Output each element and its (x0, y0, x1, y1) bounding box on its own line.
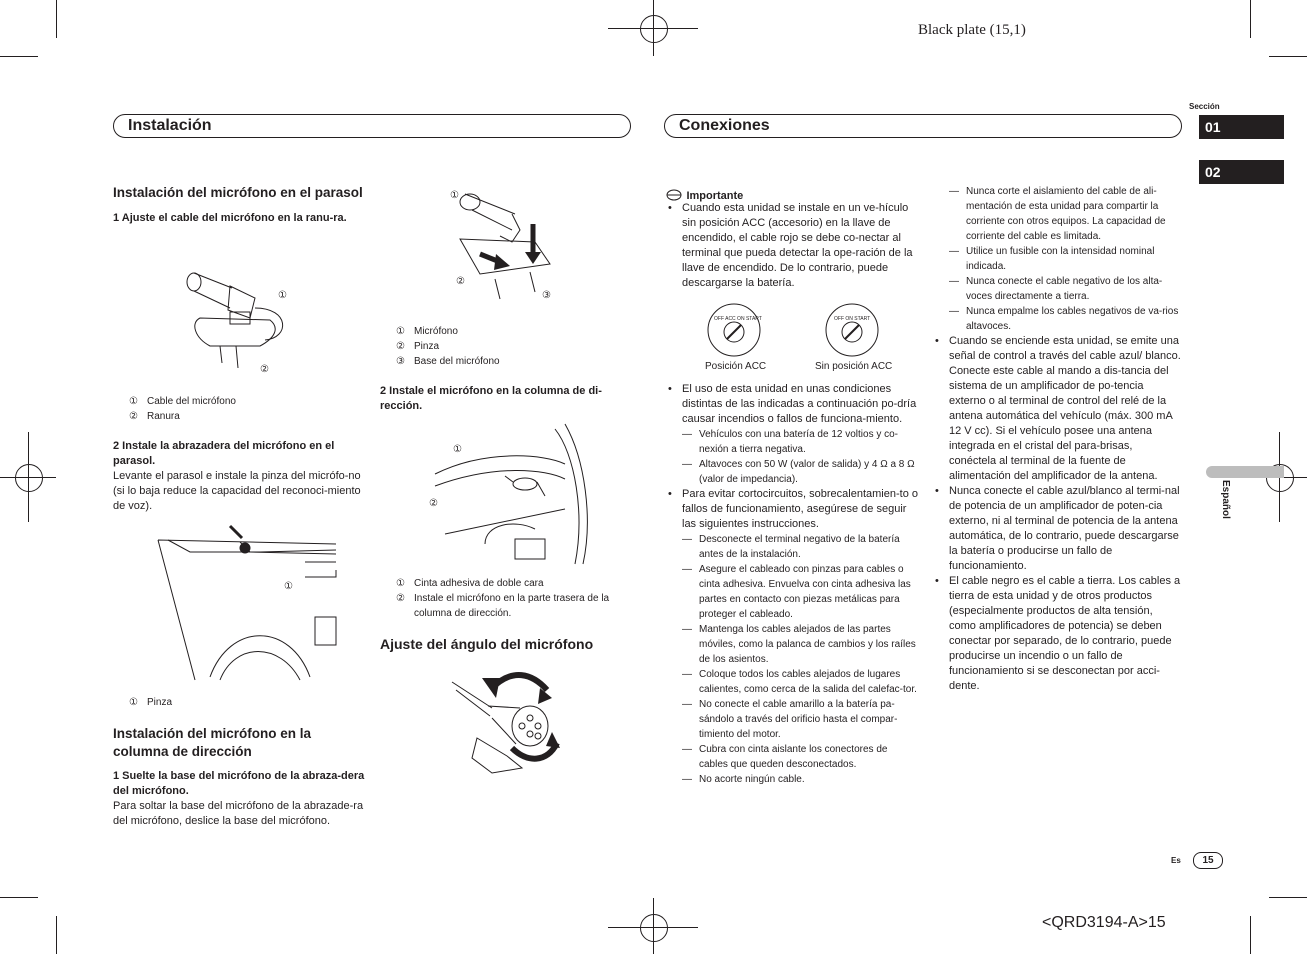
page-lang: Es (1171, 856, 1181, 865)
figure-mic-cable (180, 268, 300, 378)
important-label: Importante (686, 190, 744, 202)
column-1 (113, 184, 365, 226)
heading-visor: Instalación del micrófono en el parasol (113, 185, 363, 200)
key-acc-text: OFF ACC ON START (714, 316, 762, 322)
doc-code: <QRD3194-A>15 (1042, 914, 1166, 931)
important-icon (666, 189, 682, 201)
bullet-item: • El cable negro es el cable a tierra. Los cables a tierra de esta unidad y de otros productos (especialmente productos de alta tensión, como amplificadores de potencia) se deben conectar por separado, de lo contrario, puede producirse un incendio o un fallo de funcionamiento si se desconectan por acci-dente. (933, 574, 1181, 694)
dash-item: — Nunca empalme los cables negativos de va-rios altavoces. (949, 304, 1181, 334)
key-noacc-text: OFF ON START (834, 316, 871, 322)
caption-text: Pinza (147, 697, 173, 708)
step-2: 2 Instale la abrazadera del micrófono en el parasol. (113, 440, 335, 467)
caption-number: ① (396, 326, 405, 337)
key-acc-label: Posición ACC (705, 361, 767, 372)
dash-item: — No acorte ningún cable. (682, 772, 918, 787)
column-2-step4 (380, 384, 630, 414)
bullet-item: • Nunca conecte el cable azul/blanco al termi-nal de potencia de un amplificador de poten-cia externo, ni al terminal de potencia de la antena automática, de lo contrario, puede descargarse la batería o producirse un fallo de funcionamiento. (933, 484, 1181, 574)
callout-1: ① (284, 581, 293, 592)
heading-angle: Ajuste del ángulo del micrófono (380, 636, 594, 652)
bullet-conditions: • El uso de esta unidad en unas condiciones distintas de las indicadas a continuación po-dría causar incendios o fallos de funciona-miento. — Vehículos con una batería de 12 voltios y co-nexión a tierra negativa. — Altavoces con 50 W (valor de salida) y 4 Ω a 8 Ω (valor de impedancia). (666, 382, 918, 487)
fig1-captions (129, 394, 359, 424)
column-1-bottom (113, 725, 365, 829)
heading-column: Instalación del micrófono en la columna de dirección (113, 726, 312, 759)
section-label: Sección (1189, 102, 1220, 111)
figure-mic-base (440, 184, 560, 304)
caption-number: ① (129, 396, 138, 407)
section-tab-02[interactable]: 02 (1199, 160, 1284, 184)
language-tab-bar (1206, 466, 1284, 478)
callout-2: ② (456, 276, 465, 287)
fig3-captions (396, 324, 626, 369)
dash-item: — Mantenga los cables alejados de las partes móviles, como la palanca de cambios y los raíles de los asientos. (682, 622, 918, 667)
caption-number: ① (396, 578, 405, 589)
dash-item: — Desconecte el terminal negativo de la batería antes de la instalación. (682, 532, 918, 562)
left-section-header (113, 114, 631, 138)
caption-number: ② (396, 593, 405, 604)
callout-1: ① (450, 190, 459, 201)
language-tab[interactable]: Español (1220, 480, 1231, 519)
figure-visor-clip (150, 522, 336, 682)
caption-number: ③ (396, 356, 405, 367)
step-3: 1 Suelte la base del micrófono de la abraza-dera del micrófono. (113, 770, 365, 797)
dash-item: — Vehículos con una batería de 12 voltios y co-nexión a tierra negativa. (682, 427, 918, 457)
page-number: 15 (1193, 852, 1223, 869)
step-3-text: Para soltar la base del micrófono de la abrazade-ra del micrófono, deslice la base del micrófono. (113, 800, 364, 827)
caption-text: Cinta adhesiva de doble cara (414, 578, 544, 589)
key-noacc-label: Sin posición ACC (815, 361, 893, 372)
dash-item: — Asegure el cableado con pinzas para cables o cinta adhesiva. Envuelva con cinta adhesiva las partes en contacto con piezas metálicas para proteger el cableado. (682, 562, 918, 622)
fig4-captions (396, 576, 631, 621)
figure-steering-column (425, 424, 585, 564)
caption-text: Instale el micrófono en la parte trasera de la columna de dirección. (414, 593, 610, 619)
column-1-step2 (113, 439, 365, 514)
section-tab-01[interactable]: 01 (1199, 115, 1284, 139)
right-section-title: Conexiones (679, 117, 770, 134)
bullet-acc: • Cuando esta unidad se instale en un ve-hículo sin posición ACC (accesorio) en la llave de encendido, el cable rojo se debe co-nectar al terminal que pueda detectar la ope-ración de la llave de encendido. De lo contrario, puede descargarse la batería. (666, 201, 918, 291)
left-section-title: Instalación (128, 117, 212, 134)
caption-number: ① (129, 697, 138, 708)
bullet-shortcircuit: • Para evitar cortocircuitos, sobrecalentamien-to o fallos de funcionamiento, asegúrese de seguir las siguientes instrucciones. — Desconecte el terminal negativo de la batería antes de la instalación. — Asegure el cableado con pinzas para cables o cinta adhesiva. Envuelva con cinta adhesiva las partes en contacto con piezas metálicas para proteger el cableado. — Mantenga los cables alejados de las partes móviles, como la palanca de cambios y los raíles de los asientos. — Coloque todos los cables alejados de lugares calientes, como cerca de la salida del calefac-tor. — No conecte el cable amarillo a la batería pa-sándolo a través del orificio hasta el compar-timiento del motor. — Cubra con cinta aislante los conectores de cables que queden desconectados. — No acorte ningún cable. (666, 487, 918, 787)
right-section-header (664, 114, 1182, 138)
dash-item: — Altavoces con 50 W (valor de salida) y 4 Ω a 8 Ω (valor de impedancia). (682, 457, 918, 487)
dash-item: — Nunca corte el aislamiento del cable de ali-mentación de esta unidad para compartir la corriente con otros equipos. La capacidad de corriente del cable es limitada. (949, 184, 1181, 244)
caption-number: ② (129, 411, 138, 422)
figure-ignition-keys (700, 300, 900, 360)
caption-number: ② (396, 341, 405, 352)
caption-text: Ranura (147, 411, 180, 422)
callout-1: ① (278, 290, 287, 301)
caption-text: Pinza (414, 341, 440, 352)
dash-item: — Utilice un fusible con la intensidad nominal indicada. (949, 244, 1181, 274)
bullet-item: • Cuando se enciende esta unidad, se emite una señal de control a través del cable azul/ blanco. Conecte este cable al mando a dis-tancia del sistema de un amplificador de po-tencia externo o al terminal de control del relé de la antena automática del vehículo (máx. 300 mA 12 V cc). Si el vehículo posee una antena integrada en el cristal del para-brisas, conéctela al terminal de la fuente de alimentación del amplificador de la antena. (933, 334, 1181, 484)
column-3-top (666, 201, 918, 291)
callout-1: ① (453, 444, 462, 455)
dash-item: — Coloque todos los cables alejados de lugares calientes, como cerca de la salida del calefac-tor. (682, 667, 918, 697)
fig2-captions (129, 695, 359, 710)
step-4: 2 Instale el micrófono en la columna de di-rección. (380, 385, 602, 412)
callout-2: ② (429, 498, 438, 509)
caption-text: Cable del micrófono (147, 396, 236, 407)
column-4 (933, 184, 1181, 694)
dash-item: — No conecte el cable amarillo a la batería pa-sándolo a través del orificio hasta el compar-timiento del motor. (682, 697, 918, 742)
step-1: 1 Ajuste el cable del micrófono en la ranu-ra. (113, 212, 347, 224)
caption-text: Base del micrófono (414, 356, 500, 367)
callout-3: ③ (542, 290, 551, 301)
callout-2: ② (260, 364, 269, 375)
column-3-bottom (666, 382, 918, 787)
step-2-text: Levante el parasol e instale la pinza del micrófo-no (si lo baja reduce la capacidad del reconoci-miento de voz). (113, 470, 361, 512)
plate-label: Black plate (15,1) (918, 22, 1026, 38)
caption-text: Micrófono (414, 326, 458, 337)
dash-item: — Nunca conecte el cable negativo de los alta-voces directamente a tierra. (949, 274, 1181, 304)
dash-item: — Cubra con cinta aislante los conectores de cables que queden desconectados. (682, 742, 918, 772)
figure-mic-angle (452, 668, 562, 778)
